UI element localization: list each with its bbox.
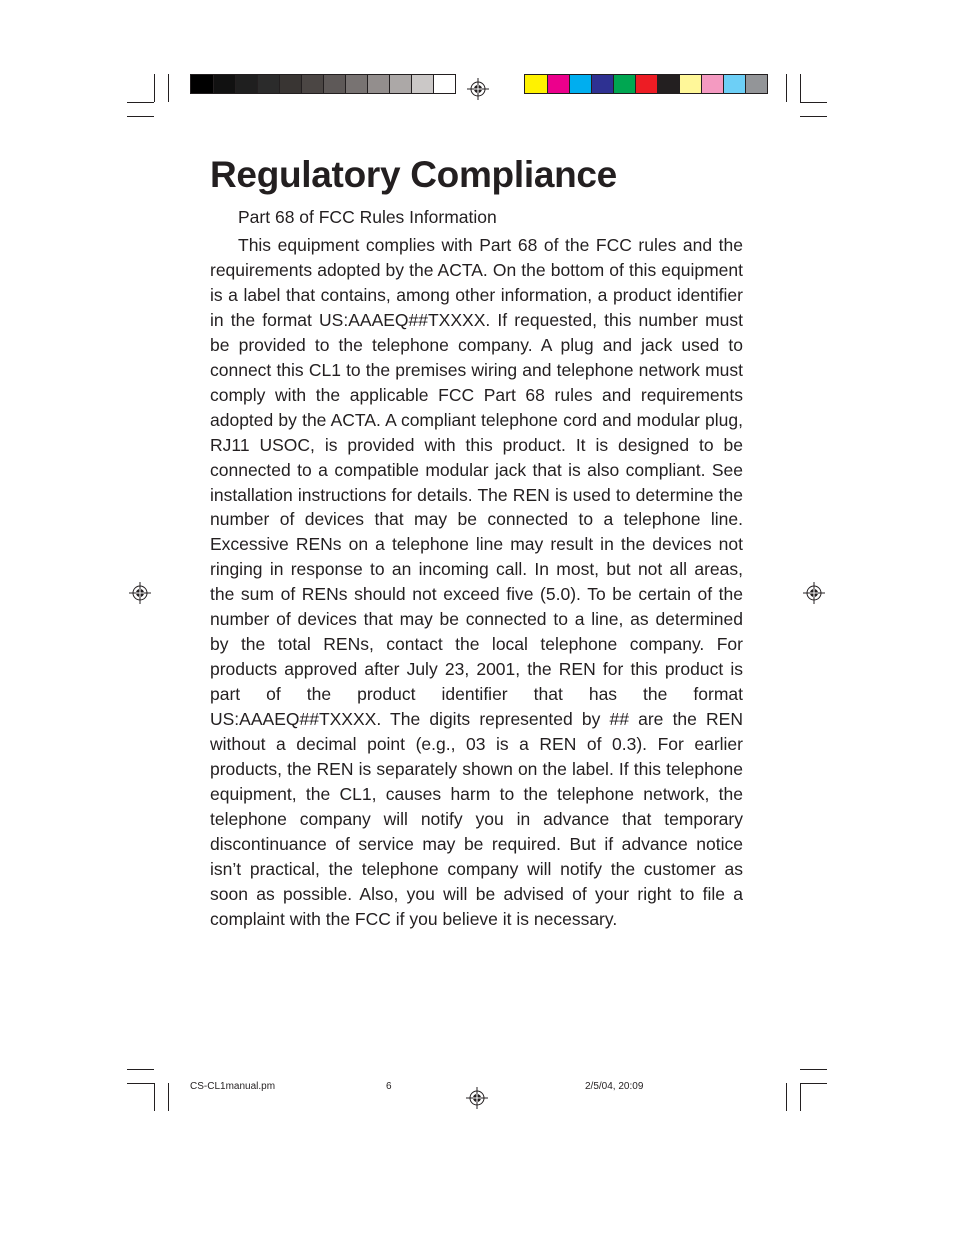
crop-mark (786, 1083, 787, 1111)
color-swatch (635, 75, 657, 93)
crop-mark (786, 74, 787, 102)
registration-target-icon (466, 1087, 488, 1109)
crop-mark (168, 1083, 169, 1111)
gray-swatch (323, 75, 345, 93)
color-bar (524, 74, 768, 94)
crop-mark (800, 116, 827, 117)
color-swatch (657, 75, 679, 93)
page-title: Regulatory Compliance (210, 154, 617, 195)
crop-mark (154, 1083, 155, 1111)
crop-mark (127, 1069, 154, 1070)
crop-mark (800, 1083, 827, 1084)
color-swatch (745, 75, 767, 93)
gray-swatch (257, 75, 279, 93)
body-paragraph: This equipment complies with Part 68 of the FCC rules and the requirements adopted by the ACTA. On the bottom of this equipment is a label that contains, among other information, a product identifier in the format US:AAAEQ##TXXXX. If requested, this number must be provided to the telephone company. A plug and jack used to connect this CL1 to the premises wiring and telephone network must comply with the applicable FCC Part 68 rules and requirements adopted by the ACTA. A compliant telephone cord and modular plug, RJ11 USOC, is provided with this product. It is designed to be connected to a compatible modular jack that is also compliant. See installation instructions for details. The REN is used to determine the number of devices that may be connected to a telephone line. Excessive RENs on a telephone line may result in the devices not ringing in response to an incoming call. In most, but not all areas, the sum of RENs should not exceed five (5.0). To be certain of the number of devices that may be connected to a line, as determined by the total RENs, contact the local telephone company. For products approved after July 23, 2001, the REN for this product is part of the product identifier that has the format US:AAAEQ##TXXXX. The digits represented by ## are the REN without a decimal point (e.g., 03 is a REN of 0.3). For earlier products, the REN is separately shown on the label. If this telephone equipment, the CL1, causes harm to the telephone network, the telephone company will notify you in advance that temporary discontinuance of service may be required. But if advance notice isn’t practical, the telephone company will notify the customer as soon as possible. Also, you will be advised of your right to file a complaint with the FCC if you believe it is necessary. (210, 235, 743, 929)
color-swatch (723, 75, 745, 93)
crop-mark (800, 1069, 827, 1070)
footer-page-number: 6 (386, 1081, 392, 1092)
crop-mark (800, 102, 827, 103)
gray-swatch (389, 75, 411, 93)
gray-swatch (301, 75, 323, 93)
crop-mark (127, 116, 154, 117)
color-swatch (547, 75, 569, 93)
color-swatch (525, 75, 547, 93)
crop-mark (127, 102, 154, 103)
footer-filename: CS-CL1manual.pm (190, 1081, 276, 1092)
footer-timestamp: 2/5/04, 20:09 (585, 1081, 644, 1092)
gray-swatch (235, 75, 257, 93)
registration-target-icon (129, 582, 151, 604)
crop-mark (800, 1083, 801, 1111)
color-swatch (701, 75, 723, 93)
gray-swatch (411, 75, 433, 93)
color-swatch (569, 75, 591, 93)
crop-mark (127, 1083, 154, 1084)
gray-swatch (367, 75, 389, 93)
gray-swatch (213, 75, 235, 93)
color-swatch (679, 75, 701, 93)
crop-mark (154, 74, 155, 102)
color-swatch (613, 75, 635, 93)
color-swatch (591, 75, 613, 93)
registration-target-icon (803, 582, 825, 604)
gray-swatch (279, 75, 301, 93)
section-subheading: Part 68 of FCC Rules Information (238, 207, 497, 227)
gray-swatch (345, 75, 367, 93)
grayscale-bar (190, 74, 456, 94)
gray-swatch (433, 75, 455, 93)
crop-mark (168, 74, 169, 102)
crop-mark (800, 74, 801, 102)
gray-swatch (191, 75, 213, 93)
registration-target-icon (467, 78, 489, 100)
